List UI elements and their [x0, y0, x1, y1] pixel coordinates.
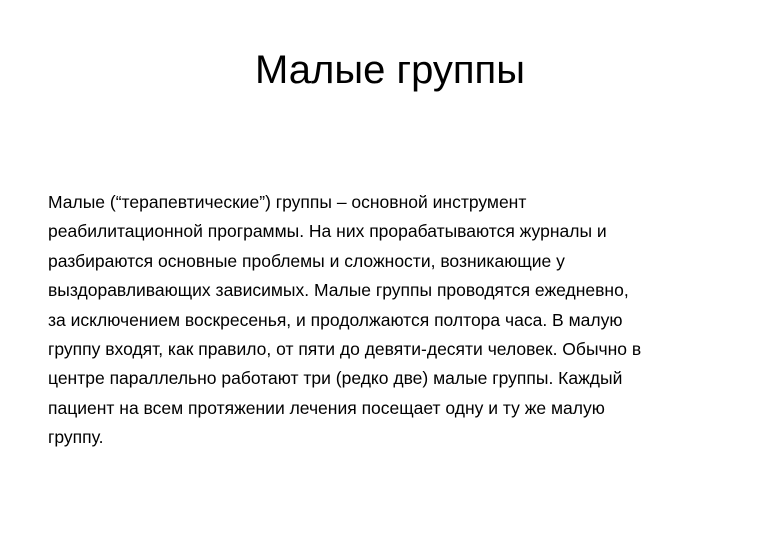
body-line: реабилитационной программы. На них прорабатываются журналы и: [48, 221, 607, 242]
slide-body-text: [48, 188, 748, 453]
body-line: выздоравливающих зависимых. Малые группы проводятся ежедневно,: [48, 280, 629, 301]
body-line: за исключением воскресенья, и продолжаются полтора часа. В малую: [48, 309, 623, 330]
body-line: пациент на всем протяжении лечения посещает одну и ту же малую: [48, 397, 605, 418]
body-line: центре параллельно работают три (редко две) малые группы. Каждый: [48, 368, 623, 389]
body-line: группу.: [48, 427, 104, 448]
slide-title: Малые группы: [255, 48, 525, 92]
body-line: разбираются основные проблемы и сложности, возникающие у: [48, 250, 565, 271]
body-line: группу входят, как правило, от пяти до девяти-десяти человек. Обычно в: [48, 339, 642, 360]
body-line: Малые (“терапевтические”) группы – основной инструмент: [48, 192, 527, 212]
